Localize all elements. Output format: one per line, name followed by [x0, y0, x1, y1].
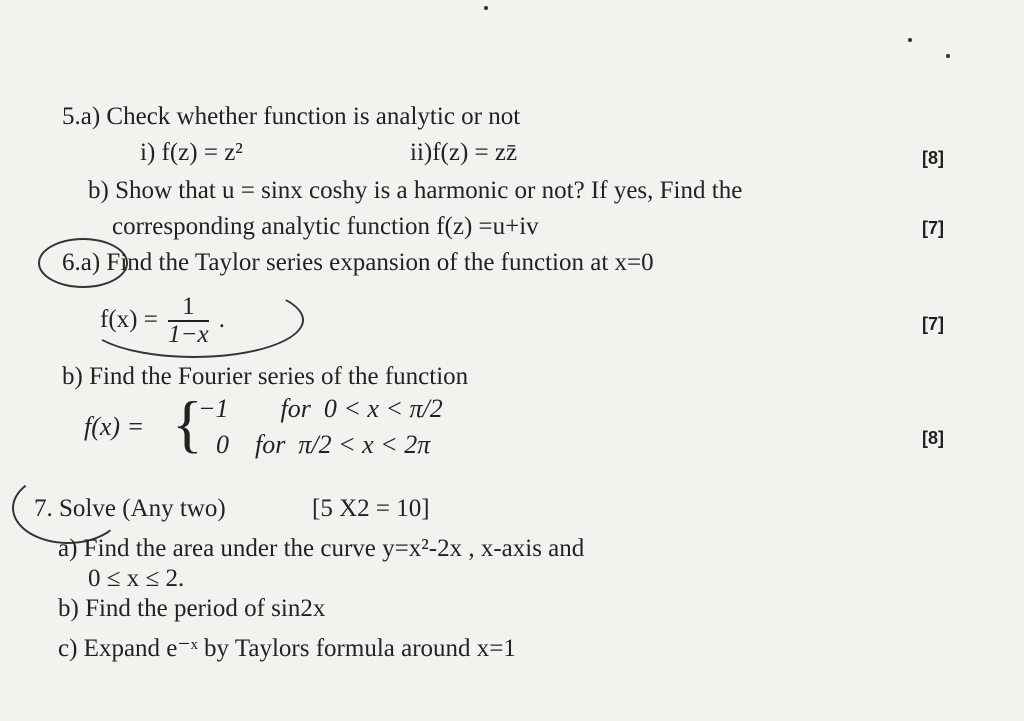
q6b-marks: [8]: [922, 428, 944, 448]
q5a-marks: [8]: [922, 148, 944, 168]
q6a-function-lhs: f(x) =: [100, 306, 158, 333]
q6a-text: 6.a) Find the Taylor series expansion of the function at x=0: [62, 249, 654, 276]
q5a-part-i: i) f(z) = z²: [140, 139, 243, 166]
q6b-text: b) Find the Fourier series of the function: [62, 363, 469, 390]
q7c-text: c) Expand e⁻ˣ by Taylors formula around x=1: [58, 635, 516, 662]
q6a-fraction-numerator: 1: [168, 294, 208, 322]
q6b-function-lhs: f(x) =: [84, 412, 145, 441]
q5a-text: 5.a) Check whether function is analytic or not: [62, 103, 521, 130]
q7b-text: b) Find the period of sin2x: [58, 595, 326, 622]
q7a-text-line1: a) Find the area under the curve y=x²-2x , x-axis and: [58, 535, 585, 562]
stray-mark: [484, 6, 488, 10]
q7-heading: 7. Solve (Any two): [34, 495, 226, 522]
q7a-text-line2: 0 ≤ x ≤ 2.: [88, 565, 185, 592]
q5b-text-line2: corresponding analytic function f(z) =u+iv: [112, 213, 539, 240]
q6a-function-end: .: [218, 306, 226, 333]
q6b-case-1: −1 for 0 < x < π/2: [198, 394, 443, 423]
q6b-brace: {: [172, 388, 203, 459]
q5b-text-line1: b) Show that u = sinx coshy is a harmonic or not? If yes, Find the: [88, 177, 743, 204]
q5b-marks: [7]: [922, 218, 944, 238]
hand-drawn-circle: [84, 282, 304, 358]
q6b-case-2: 0 for π/2 < x < 2π: [216, 430, 431, 459]
stray-mark: [908, 38, 912, 42]
q6a-marks: [7]: [922, 314, 944, 334]
q6a-fraction-denominator: 1−x: [168, 321, 209, 349]
stray-mark: [946, 54, 950, 58]
q5a-part-ii: ii)f(z) = zz̄: [410, 139, 518, 166]
q7-heading-marks: [5 X2 = 10]: [312, 495, 430, 522]
